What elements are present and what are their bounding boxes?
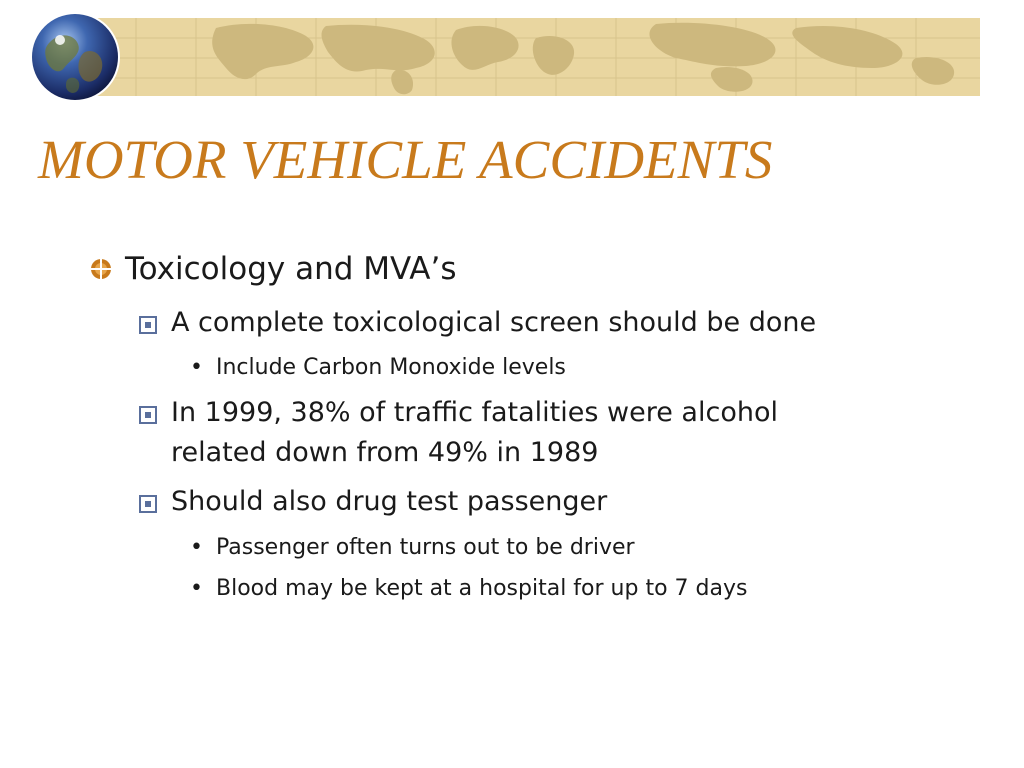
dot-bullet-icon: • [190, 355, 203, 380]
dot-bullet-icon: • [190, 576, 203, 601]
bullet-level2-text: A complete toxicological screen should be done [171, 307, 817, 338]
blue-square-bullet-icon [139, 316, 157, 334]
bullet-level3-text: Passenger often turns out to be driver [216, 535, 635, 560]
bullet-level2-text-line1: In 1999, 38% of traffic fatalities were alcohol [171, 397, 778, 428]
bullet-level3-text: Blood may be kept at a hospital for up to 7 days [216, 576, 748, 601]
orange-crosshair-bullet-icon [90, 258, 112, 280]
bullet-level2-text: Should also drug test passenger [171, 486, 608, 517]
blue-square-bullet-icon [139, 406, 157, 424]
bullet-level2-text-line2: related down from 49% in 1989 [171, 437, 599, 468]
blue-square-bullet-icon [139, 495, 157, 513]
slide-title: MOTOR VEHICLE ACCIDENTS [38, 129, 773, 190]
bullet-level1-text: Toxicology and MVA’s [125, 251, 457, 287]
bullet-level3-text: Include Carbon Monoxide levels [216, 355, 566, 380]
dot-bullet-icon: • [190, 535, 203, 560]
